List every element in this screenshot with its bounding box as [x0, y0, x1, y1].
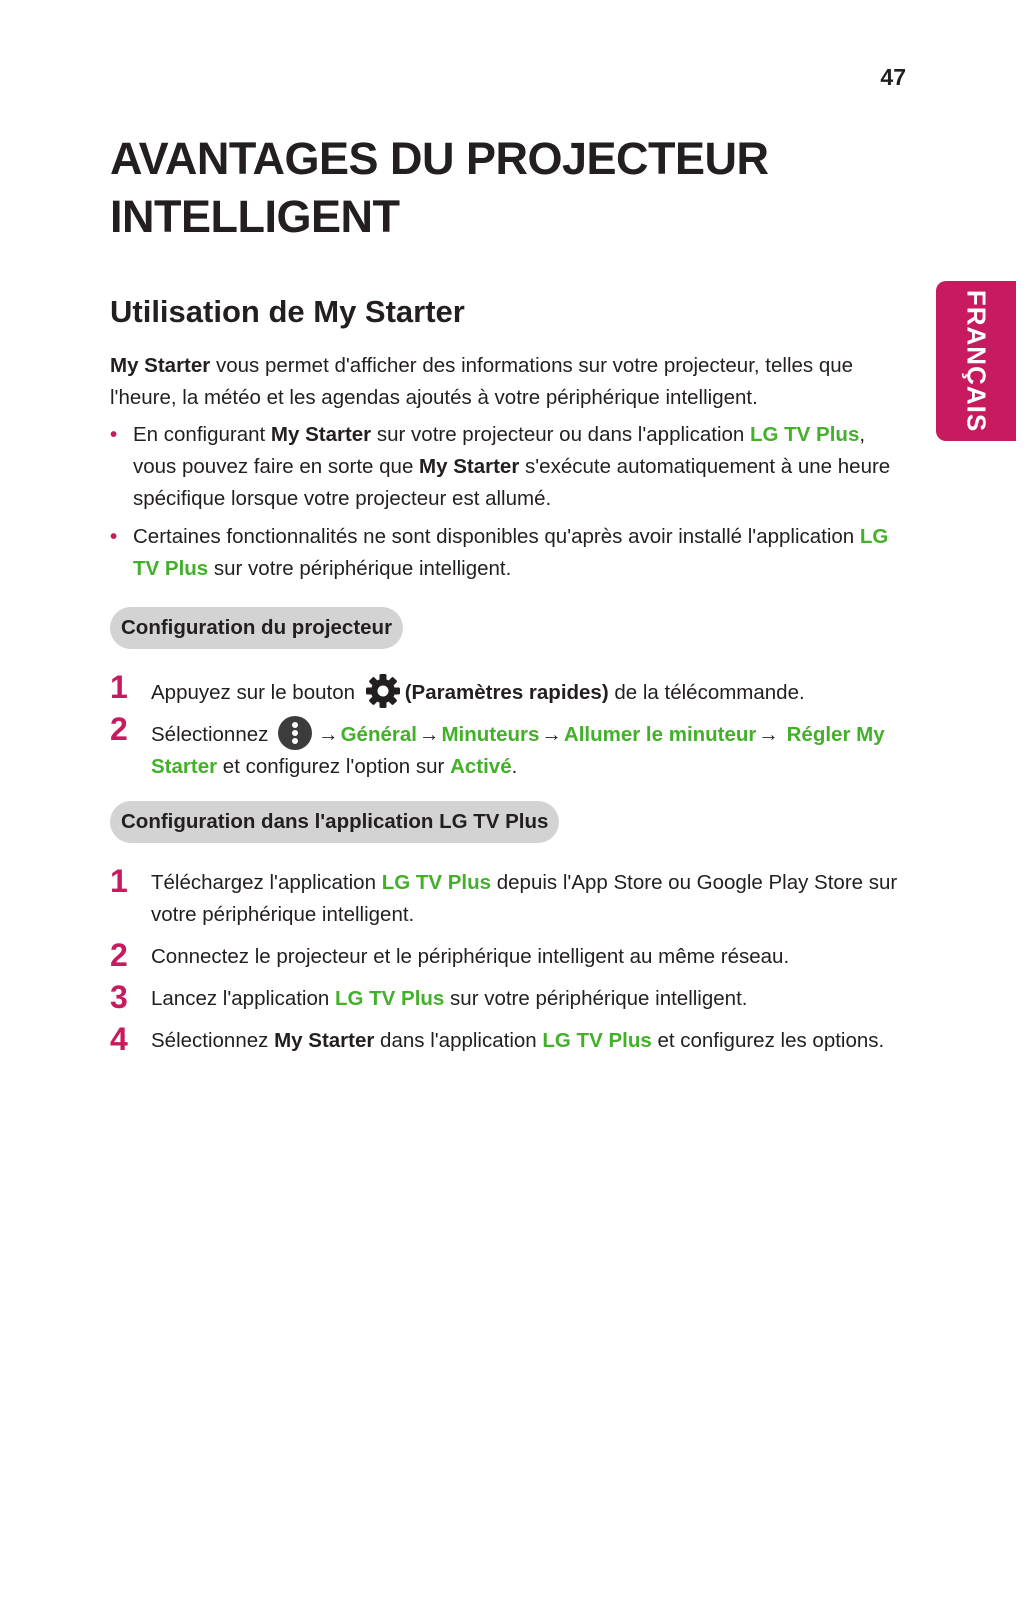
intro-bold: My Starter — [110, 354, 211, 377]
step-text: dans l'application — [374, 1029, 543, 1052]
step-text: et configurez les options. — [651, 1029, 885, 1052]
bullet-text: Certaines fonctionnalités ne sont disponibles qu'après avoir installé l'application — [133, 525, 860, 548]
step-item — [110, 937, 900, 973]
page-title: AVANTAGES DU PROJECTEUR INTELLIGENT — [110, 133, 769, 242]
step-text: Téléchargez l'application — [151, 871, 382, 894]
step-number: 1 — [110, 669, 128, 705]
bullet-bold: My Starter — [419, 455, 520, 478]
menu-path-item: Allumer le minuteur — [563, 723, 757, 746]
step-item — [110, 979, 900, 1015]
step-item — [110, 1021, 900, 1057]
bullet-dot: • — [110, 525, 118, 548]
step-text: Connectez le projecteur et le périphérique intelligent au même réseau. — [151, 945, 790, 968]
step-number: 4 — [110, 1021, 128, 1057]
step-text: . — [511, 755, 518, 778]
intro-paragraph — [110, 350, 900, 414]
intro-text: vous permet d'afficher des informations sur votre projecteur, telles que l'heure, la météo et les agendas ajoutés à votre périphérique intelligent. — [110, 354, 854, 409]
menu-path-item: Régler My Starter — [151, 723, 885, 778]
step-item — [110, 863, 900, 931]
menu-path-item: Général — [340, 723, 417, 746]
bullet-bold: My Starter — [270, 423, 372, 446]
page-number: 47 — [880, 64, 906, 90]
app-name-link: LG TV Plus — [381, 871, 492, 894]
app-name-link: LG TV Plus — [133, 525, 889, 580]
arrow-icon: → — [541, 723, 562, 746]
app-name-link: LG TV Plus — [334, 987, 445, 1010]
more-options-icon — [277, 715, 313, 751]
bullet-text: En configurant — [133, 423, 271, 446]
step-text: Appuyez sur le bouton — [151, 681, 361, 704]
app-name-link: LG TV Plus — [542, 1029, 652, 1052]
bullet-text: , vous pouvez faire en sorte que — [133, 423, 866, 478]
bullet-dot: • — [110, 423, 118, 446]
step-number: 3 — [110, 979, 128, 1015]
gear-icon — [364, 673, 402, 709]
step-text: sur votre périphérique intelligent. — [444, 987, 748, 1010]
bullet-item — [110, 521, 900, 585]
arrow-icon: → — [418, 723, 440, 746]
menu-path-item: Minuteurs — [441, 723, 540, 746]
language-tab — [936, 281, 1016, 441]
app-name-link: LG TV Plus — [750, 423, 860, 446]
step-item — [110, 711, 900, 783]
step-text: Sélectionnez — [151, 1029, 275, 1052]
step-number: 1 — [110, 863, 128, 899]
step-bold: My Starter — [274, 1029, 375, 1052]
arrow-icon: → — [318, 723, 339, 746]
step-bold: (Paramètres rapides) — [404, 681, 609, 704]
bullet-text: s'exécute automatiquement à une heure spécifique lorsque votre projecteur est allumé. — [133, 455, 891, 510]
language-tab-label: FRANÇAIS — [961, 289, 992, 433]
step-text: et configurez l'option sur — [217, 755, 451, 778]
arrow-icon: → — [758, 723, 779, 746]
step-text: de la télécommande. — [608, 681, 805, 704]
bullet-item — [110, 419, 900, 515]
section-pill-app: Configuration dans l'application LG TV Plus — [110, 801, 559, 843]
step-number: 2 — [110, 711, 128, 747]
step-text: Lancez l'application — [151, 987, 335, 1010]
section-title: Utilisation de My Starter — [110, 294, 465, 329]
bullet-text: sur votre projecteur ou dans l'application — [371, 423, 750, 446]
step-text: Sélectionnez — [151, 723, 275, 746]
option-value: Activé — [450, 755, 512, 778]
step-item — [110, 669, 900, 709]
step-text: depuis l'App Store ou Google Play Store sur votre périphérique intelligent. — [151, 871, 898, 926]
step-number: 2 — [110, 937, 128, 973]
bullet-text: sur votre périphérique intelligent. — [208, 557, 512, 580]
section-pill-projector: Configuration du projecteur — [110, 607, 403, 649]
